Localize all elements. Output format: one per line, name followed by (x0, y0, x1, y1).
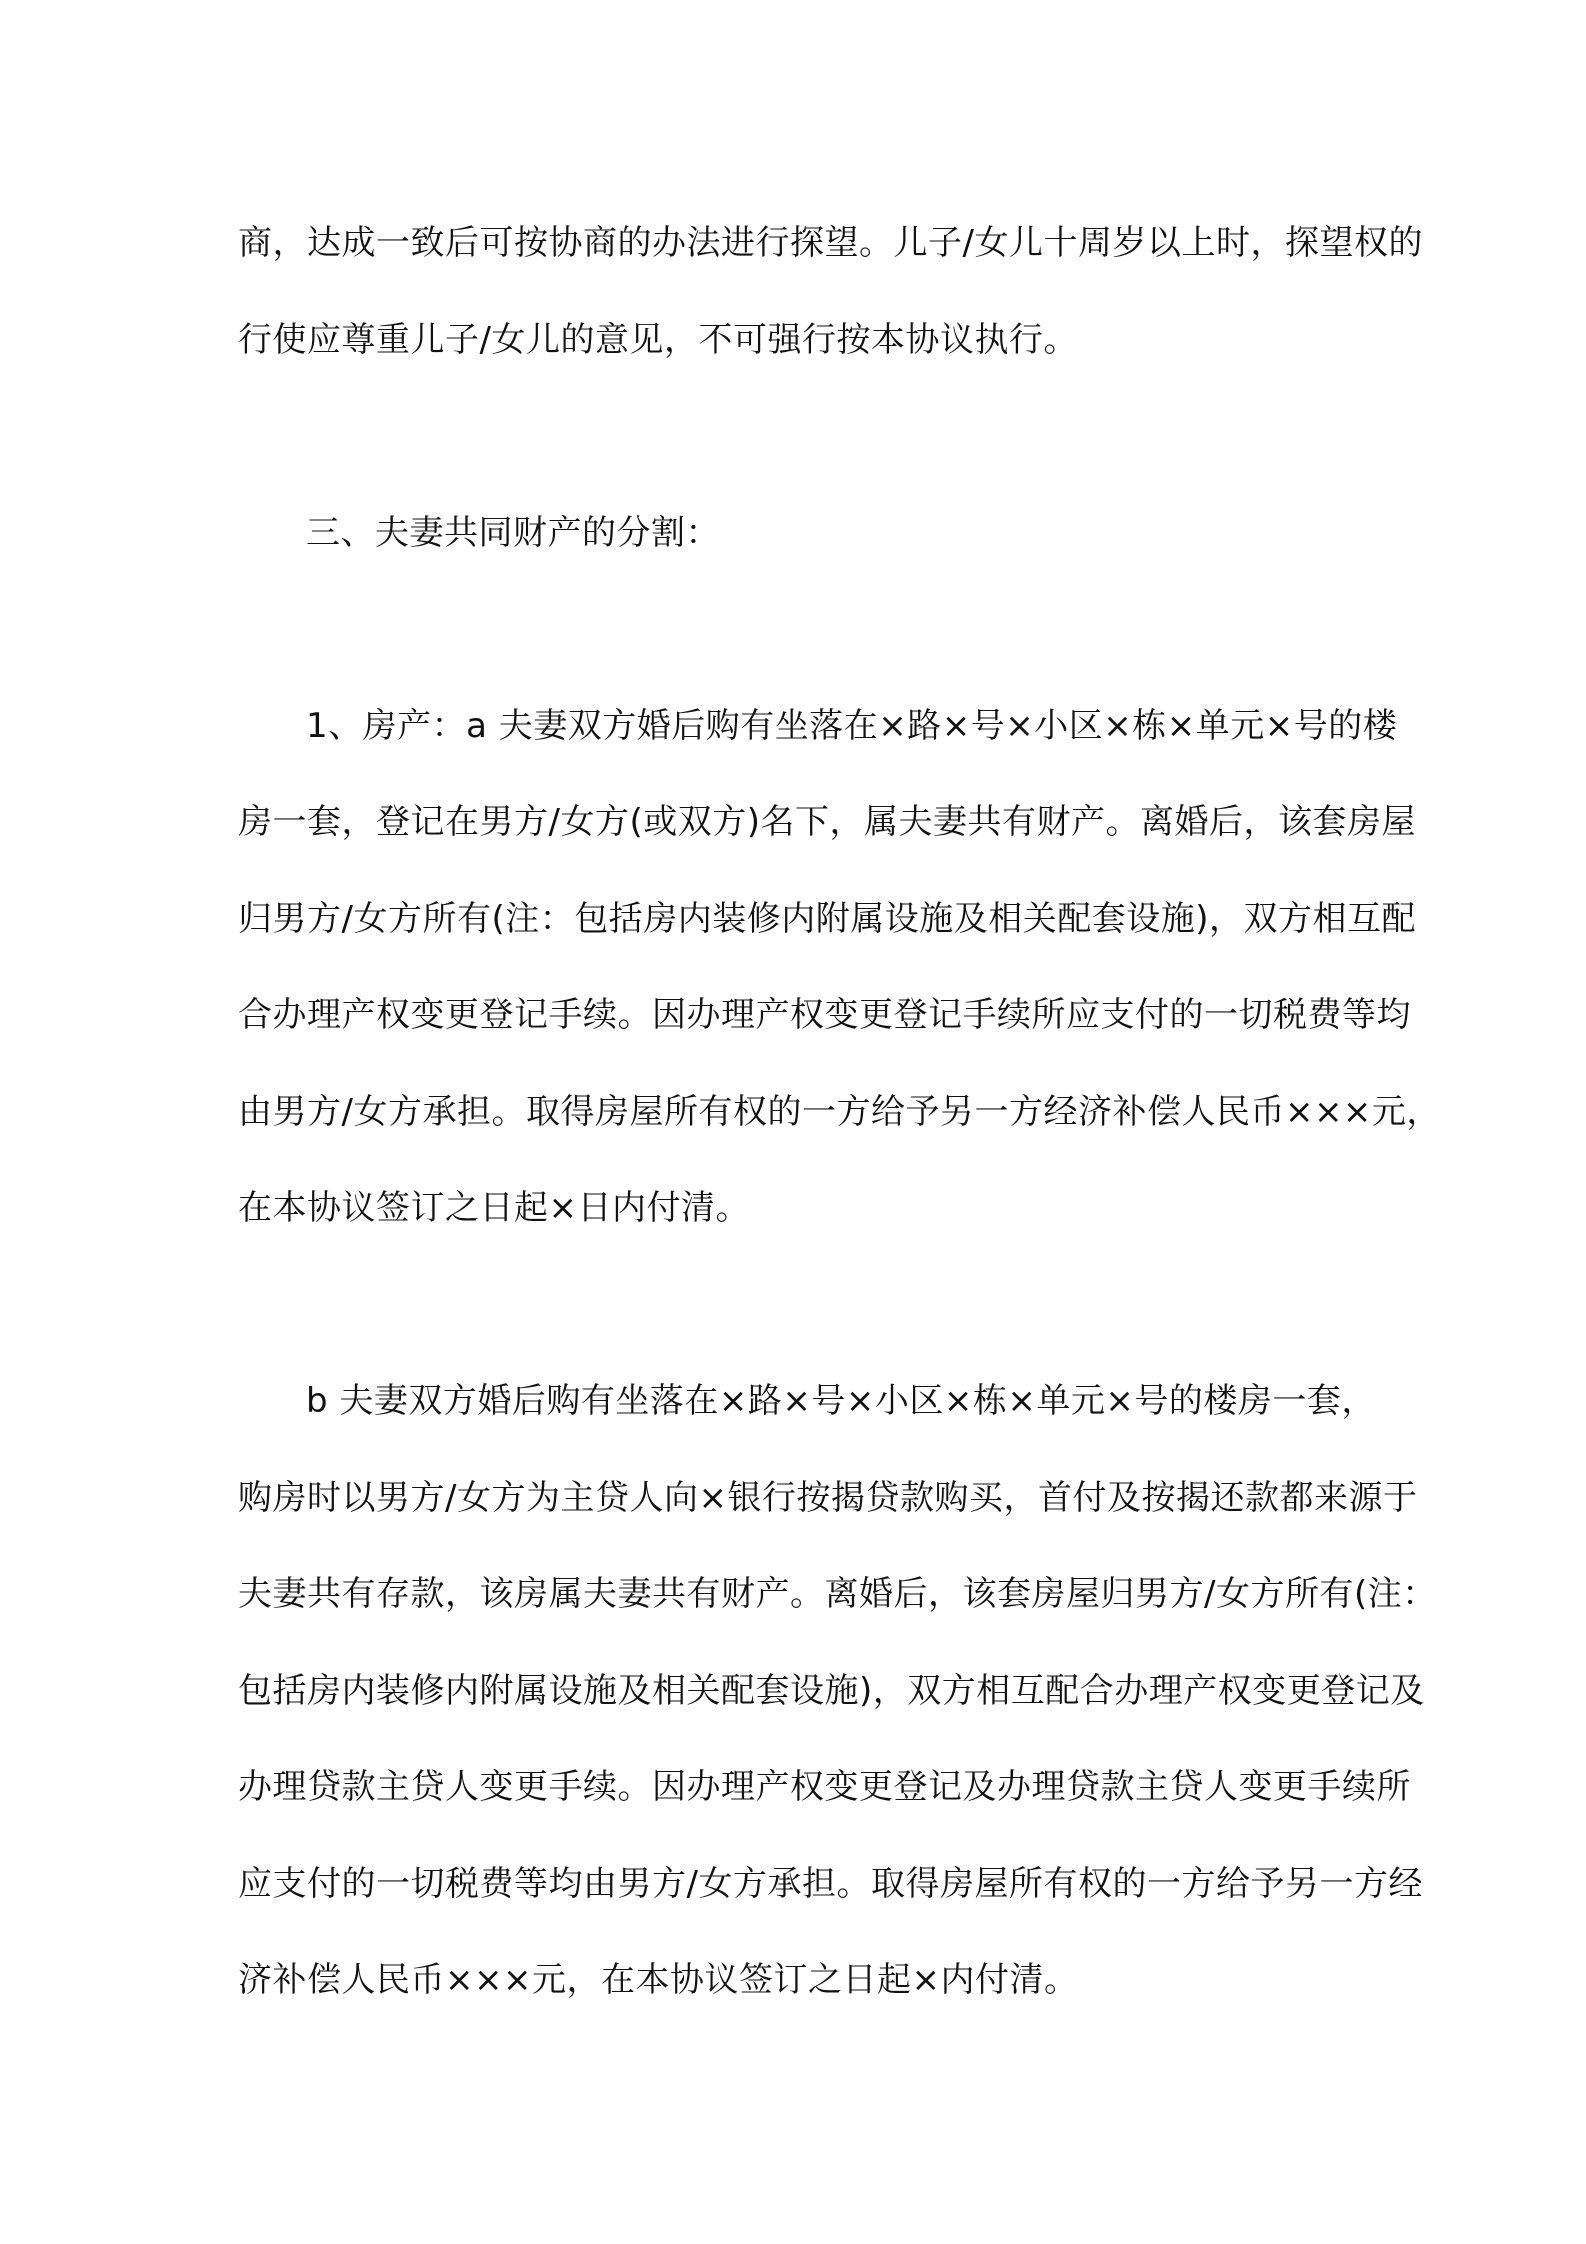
paragraph-visitation-continued (238, 195, 1423, 388)
paragraph-line: 商，达成一致后可按协商的办法进行探望。儿子/女儿十周岁以上时，探望权的 (238, 223, 1423, 263)
paragraph-line: 行使应尊重儿子/女儿的意见，不可强行按本协议执行。 (238, 319, 1078, 360)
paragraph-line: 合办理产权变更登记手续。因办理产权变更登记手续所应支付的一切税费等均 (238, 995, 1411, 1035)
paragraph-real-estate-b (238, 1353, 1437, 2029)
paragraph-line: 办理贷款主贷人变更手续。因办理产权变更登记及办理贷款主贷人变更手续所 (238, 1767, 1411, 1807)
paragraph-line: 应支付的一切税费等均由男方/女方承担。取得房屋所有权的一方给予另一方经 (238, 1863, 1423, 1904)
paragraph-line: 在本协议签订之日起×日内付清。 (238, 1188, 750, 1228)
paragraph-line: 购房时以男方/女方为主贷人向×银行按揭贷款购买，首付及按揭还款都来源于 (238, 1477, 1418, 1518)
paragraph-line: 夫妻共有存款，该房属夫妻共有财产。离婚后，该套房屋归男方/女方所有(注： (238, 1574, 1437, 1614)
paragraph-line: 1、房产：a 夫妻双方婚后购有坐落在×路×号×小区×栋×单元×号的楼 (306, 705, 1398, 746)
paragraph-line: 济补偿人民币×××元，在本协议签订之日起×内付清。 (238, 1960, 1079, 2000)
section-heading-text: 三、夫妻共同财产的分割： (306, 512, 720, 553)
paragraph-line: 包括房内装修内附属设施及相关配套设施)，双方相互配合办理产权变更登记及 (238, 1670, 1425, 1711)
paragraph-line: b 夫妻双方婚后购有坐落在×路×号×小区×栋×单元×号的楼房一套， (306, 1381, 1376, 1421)
paragraph-line: 由男方/女方承担。取得房屋所有权的一方给予另一方经济补偿人民币×××元， (238, 1091, 1441, 1132)
section-heading-property-division (238, 485, 1368, 582)
paragraph-line: 归男方/女方所有(注：包括房内装修内附属设施及相关配套设施)，双方相互配 (238, 898, 1416, 939)
paragraph-line: 房一套，登记在男方/女方(或双方)名下，属夫妻共有财产。离婚后，该套房屋 (238, 802, 1416, 842)
paragraph-real-estate-a (238, 678, 1441, 1257)
document-body (238, 195, 1441, 2125)
